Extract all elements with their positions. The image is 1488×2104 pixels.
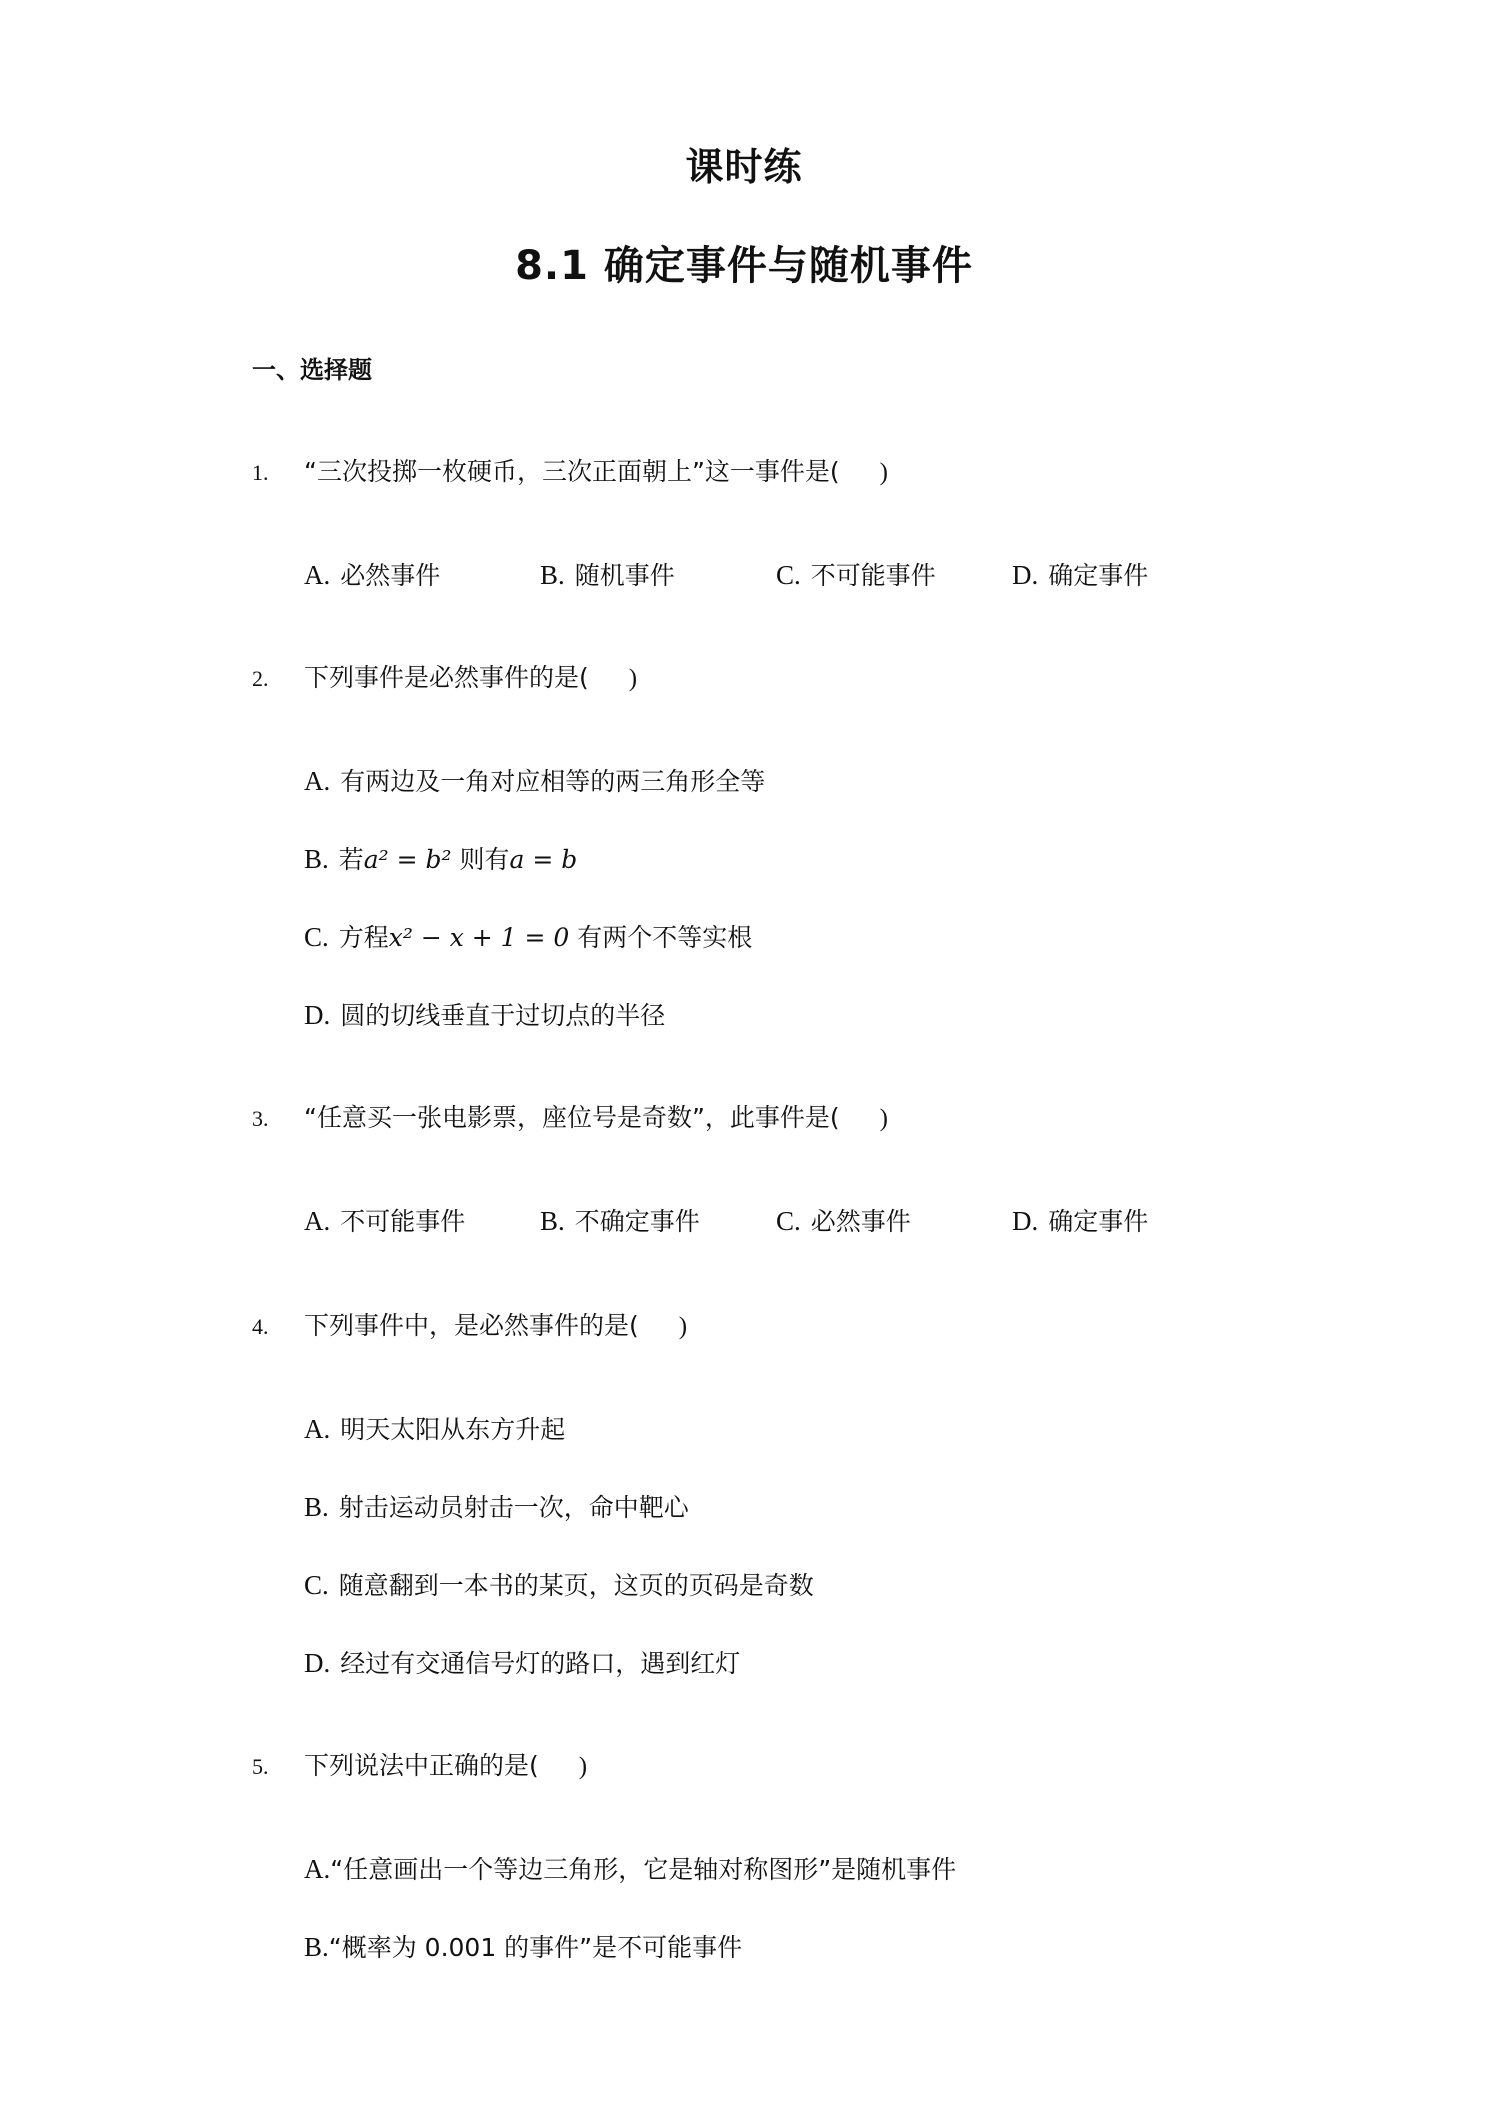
option-a: A.“任意画出一个等边三角形，它是轴对称图形”是随机事件: [304, 1854, 957, 1884]
option-d: D. 圆的切线垂直于过切点的半径: [304, 1000, 666, 1030]
option-c: C. 方程x² − x + 1 = 0 有两个不等实根: [304, 922, 753, 952]
answer-paren-close: ): [879, 1105, 888, 1132]
question-3: [252, 1098, 888, 1134]
option-a: A. 明天太阳从东方升起: [304, 1414, 566, 1444]
question-2: [252, 658, 637, 694]
option-d: D. 经过有交通信号灯的路口，遇到红灯: [304, 1648, 741, 1678]
question-stem: “任意买一张电影票，座位号是奇数”，此事件是(: [304, 1103, 840, 1132]
question-stem: “三次投掷一枚硬币，三次正面朝上”这一事件是(: [304, 457, 840, 486]
option-c: C. 不可能事件: [776, 560, 936, 590]
option-b: B.“概率为 0.001 的事件”是不可能事件: [304, 1932, 743, 1962]
option-c: C. 随意翻到一本书的某页，这页的页码是奇数: [304, 1570, 814, 1600]
option-b: B. 不确定事件: [540, 1206, 700, 1236]
question-stem: 下列事件中，是必然事件的是(: [304, 1311, 639, 1340]
answer-paren-close: ): [678, 1313, 688, 1340]
question-5: [252, 1746, 587, 1782]
question-stem: 下列说法中正确的是(: [304, 1751, 539, 1780]
option-d: D. 确定事件: [1012, 560, 1149, 590]
answer-paren-close: ): [578, 1753, 588, 1780]
equation: a² = b²: [363, 845, 452, 874]
question-number: 4.: [252, 1314, 269, 1339]
answer-paren-close: ): [628, 665, 638, 692]
option-d: D. 确定事件: [1012, 1206, 1149, 1236]
option-c: C. 必然事件: [776, 1206, 911, 1236]
lesson-title: 8.1 确定事件与随机事件: [515, 243, 973, 289]
worksheet-title: 课时练: [685, 145, 803, 189]
question-number: 1.: [252, 460, 269, 485]
question-number: 2.: [252, 666, 269, 691]
option-b: B. 随机事件: [540, 560, 675, 590]
answer-paren-close: ): [879, 459, 888, 486]
question-1: [252, 452, 888, 488]
question-number: 5.: [252, 1754, 269, 1779]
equation: x² − x + 1 = 0: [388, 923, 570, 952]
question-4: [252, 1306, 687, 1342]
option-a: A. 必然事件: [304, 560, 441, 590]
option-b: B. 若a² = b² 则有a = b: [304, 844, 578, 874]
option-b: B. 射击运动员射击一次，命中靶心: [304, 1492, 689, 1522]
question-number: 3.: [252, 1106, 269, 1131]
option-a: A. 有两边及一角对应相等的两三角形全等: [304, 766, 766, 796]
question-stem: 下列事件是必然事件的是(: [304, 663, 589, 692]
section-heading: 一、选择题: [252, 356, 372, 384]
option-a: A. 不可能事件: [304, 1206, 466, 1236]
equation: a = b: [509, 845, 578, 874]
